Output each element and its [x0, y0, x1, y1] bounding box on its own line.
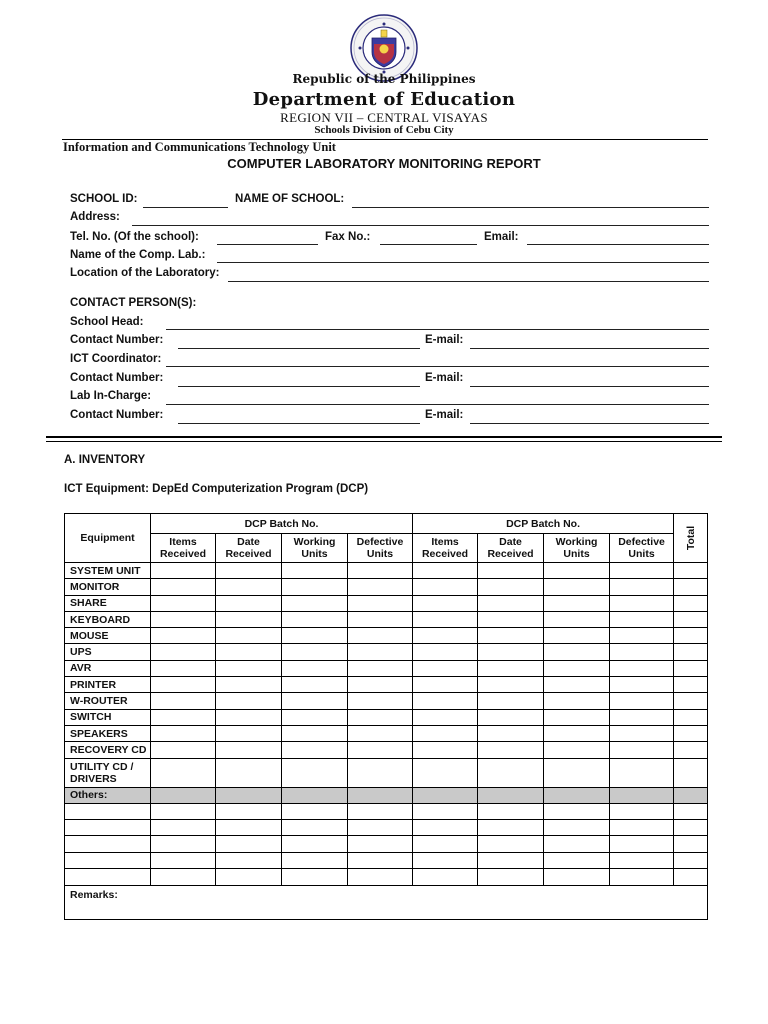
entry-cell[interactable]: [544, 758, 610, 787]
entry-cell[interactable]: [151, 677, 216, 693]
location-field[interactable]: [228, 281, 709, 282]
entry-cell[interactable]: [413, 852, 478, 868]
entry-cell[interactable]: [478, 803, 544, 819]
dcp-batch-header-2: DCP Batch No.: [413, 514, 674, 534]
entry-cell[interactable]: [478, 677, 544, 693]
table-row: [65, 725, 708, 741]
entry-cell[interactable]: [348, 787, 413, 803]
entry-cell[interactable]: [348, 742, 413, 758]
equipment-name: SWITCH: [65, 709, 151, 725]
equipment-name: AVR: [65, 660, 151, 676]
entry-cell[interactable]: [413, 758, 478, 787]
entry-cell[interactable]: [674, 579, 708, 595]
entry-cell[interactable]: [610, 693, 674, 709]
equipment-name: KEYBOARD: [65, 611, 151, 627]
entry-cell[interactable]: [151, 725, 216, 741]
entry-cell[interactable]: [282, 579, 348, 595]
entry-cell[interactable]: [216, 709, 282, 725]
entry-cell[interactable]: [348, 693, 413, 709]
table-row: [65, 677, 708, 693]
equipment-header: Equipment: [65, 514, 151, 563]
entry-cell[interactable]: [478, 758, 544, 787]
entry-cell[interactable]: [348, 563, 413, 579]
entry-cell[interactable]: [282, 725, 348, 741]
entry-cell[interactable]: [674, 611, 708, 627]
entry-cell[interactable]: [544, 725, 610, 741]
total-header: Total: [674, 514, 708, 563]
table-row: [65, 563, 708, 579]
entry-cell[interactable]: [151, 709, 216, 725]
comp-lab-field[interactable]: [217, 262, 709, 263]
equipment-name: RECOVERY CD: [65, 742, 151, 758]
table-row: [65, 595, 708, 611]
contact-persons-label: CONTACT PERSON(S):: [70, 297, 197, 309]
fax-field[interactable]: [380, 244, 477, 245]
contact-number-field-3[interactable]: [178, 423, 420, 424]
defective-units-header: Defective Units: [610, 534, 674, 563]
entry-cell[interactable]: [348, 852, 413, 868]
entry-cell[interactable]: [544, 709, 610, 725]
entry-cell[interactable]: [216, 595, 282, 611]
ict-coordinator-field[interactable]: [166, 366, 709, 367]
entry-cell[interactable]: [544, 836, 610, 852]
region-heading: REGION VII – CENTRAL VISAYAS: [280, 110, 488, 125]
fax-label: Fax No.:: [325, 231, 371, 243]
entry-cell[interactable]: [544, 611, 610, 627]
entry-cell[interactable]: [413, 693, 478, 709]
school-id-field[interactable]: [143, 207, 228, 208]
entry-cell[interactable]: [216, 660, 282, 676]
entry-cell[interactable]: [151, 693, 216, 709]
entry-cell[interactable]: [151, 852, 216, 868]
entry-cell[interactable]: [610, 819, 674, 835]
entry-cell[interactable]: [216, 803, 282, 819]
entry-cell[interactable]: [674, 595, 708, 611]
lab-in-charge-label: Lab In-Charge:: [70, 390, 152, 402]
entry-cell[interactable]: [610, 644, 674, 660]
inventory-subtitle: ICT Equipment: DepEd Computerization Program (DCP): [64, 483, 369, 495]
entry-cell[interactable]: [478, 628, 544, 644]
entry-cell[interactable]: [348, 725, 413, 741]
equipment-name: SHARE: [65, 595, 151, 611]
entry-cell[interactable]: [413, 787, 478, 803]
entry-cell[interactable]: [478, 819, 544, 835]
entry-cell[interactable]: [216, 579, 282, 595]
blank-row: [65, 836, 708, 852]
equipment-name: UPS: [65, 644, 151, 660]
entry-cell[interactable]: [544, 660, 610, 676]
entry-cell[interactable]: [151, 819, 216, 835]
entry-cell[interactable]: [610, 803, 674, 819]
entry-cell[interactable]: [282, 644, 348, 660]
entry-cell[interactable]: [544, 819, 610, 835]
remarks-label: Remarks:: [70, 888, 118, 901]
remarks-field[interactable]: [65, 885, 708, 919]
entry-cell[interactable]: [610, 660, 674, 676]
entry-cell[interactable]: [151, 595, 216, 611]
table-row: [65, 660, 708, 676]
comp-lab-label: Name of the Comp. Lab.:: [70, 249, 206, 261]
entry-cell[interactable]: [282, 693, 348, 709]
dcp-batch-header-1: DCP Batch No.: [151, 514, 413, 534]
entry-cell[interactable]: [216, 787, 282, 803]
entry-cell[interactable]: [544, 742, 610, 758]
entry-cell[interactable]: [282, 742, 348, 758]
entry-cell[interactable]: [282, 709, 348, 725]
entry-cell[interactable]: [413, 595, 478, 611]
division-heading: Schools Division of Cebu City: [314, 124, 454, 136]
entry-cell[interactable]: [65, 852, 151, 868]
school-id-label: SCHOOL ID:: [70, 193, 138, 205]
entry-cell[interactable]: [282, 836, 348, 852]
blank-row: [65, 869, 708, 885]
contact-number-label-2: Contact Number:: [70, 372, 164, 384]
entry-cell[interactable]: [478, 852, 544, 868]
entry-cell[interactable]: [282, 660, 348, 676]
contact-number-label-3: Contact Number:: [70, 409, 164, 421]
equipment-name: UTILITY CD / DRIVERS: [65, 758, 151, 787]
email-field[interactable]: [527, 244, 709, 245]
entry-cell[interactable]: [348, 644, 413, 660]
entry-cell[interactable]: [413, 725, 478, 741]
entry-cell[interactable]: [544, 595, 610, 611]
working-units-header: Working Units: [282, 534, 348, 563]
items-received-header: Items Received: [151, 534, 216, 563]
entry-cell[interactable]: [413, 869, 478, 885]
inventory-table: [64, 513, 708, 920]
entry-cell[interactable]: [216, 628, 282, 644]
entry-cell[interactable]: [413, 660, 478, 676]
entry-cell[interactable]: [610, 563, 674, 579]
entry-cell[interactable]: [610, 709, 674, 725]
entry-cell[interactable]: [544, 869, 610, 885]
entry-cell[interactable]: [674, 693, 708, 709]
entry-cell[interactable]: [478, 725, 544, 741]
entry-cell[interactable]: [216, 742, 282, 758]
email-field-2[interactable]: [470, 386, 709, 387]
blank-row: [65, 803, 708, 819]
entry-cell[interactable]: [216, 644, 282, 660]
entry-cell[interactable]: [478, 660, 544, 676]
entry-cell[interactable]: [151, 869, 216, 885]
entry-cell[interactable]: [478, 644, 544, 660]
entry-cell[interactable]: [413, 677, 478, 693]
entry-cell[interactable]: [610, 628, 674, 644]
entry-cell[interactable]: [413, 628, 478, 644]
school-name-label: NAME OF SCHOOL:: [235, 193, 345, 205]
entry-cell[interactable]: [478, 787, 544, 803]
entry-cell[interactable]: [151, 628, 216, 644]
entry-cell[interactable]: [151, 660, 216, 676]
table-row: [65, 742, 708, 758]
entry-cell[interactable]: [674, 709, 708, 725]
tel-label: Tel. No. (Of the school):: [70, 231, 199, 243]
entry-cell[interactable]: [65, 803, 151, 819]
entry-cell[interactable]: [151, 758, 216, 787]
contact-number-field-2[interactable]: [178, 386, 420, 387]
entry-cell[interactable]: [610, 787, 674, 803]
entry-cell[interactable]: [216, 693, 282, 709]
entry-cell[interactable]: [610, 758, 674, 787]
blank-row: [65, 819, 708, 835]
table-row: [65, 579, 708, 595]
republic-heading: Republic of the Philippines: [292, 72, 476, 86]
entry-cell[interactable]: [674, 836, 708, 852]
equipment-name: SPEAKERS: [65, 725, 151, 741]
equipment-name: MOUSE: [65, 628, 151, 644]
entry-cell[interactable]: [216, 758, 282, 787]
ict-coordinator-label: ICT Coordinator:: [70, 353, 162, 365]
others-row: [65, 787, 708, 803]
entry-cell[interactable]: [282, 611, 348, 627]
date-received-header: Date Received: [478, 534, 544, 563]
entry-cell[interactable]: [216, 819, 282, 835]
table-row: [65, 611, 708, 627]
lab-in-charge-field[interactable]: [166, 404, 709, 405]
entry-cell[interactable]: [216, 563, 282, 579]
entry-cell[interactable]: [282, 563, 348, 579]
entry-cell[interactable]: [544, 579, 610, 595]
equipment-name: MONITOR: [65, 579, 151, 595]
entry-cell[interactable]: [413, 709, 478, 725]
entry-cell[interactable]: [413, 742, 478, 758]
entry-cell[interactable]: [413, 836, 478, 852]
defective-units-header: Defective Units: [348, 534, 413, 563]
entry-cell[interactable]: [216, 725, 282, 741]
entry-cell[interactable]: [413, 611, 478, 627]
entry-cell[interactable]: [478, 595, 544, 611]
entry-cell[interactable]: [544, 644, 610, 660]
location-label: Location of the Laboratory:: [70, 267, 220, 279]
entry-cell[interactable]: [478, 836, 544, 852]
entry-cell[interactable]: [610, 742, 674, 758]
table-row: [65, 709, 708, 725]
entry-cell[interactable]: [413, 579, 478, 595]
items-received-header: Items Received: [413, 534, 478, 563]
email-label: Email:: [484, 231, 519, 243]
entry-cell[interactable]: [151, 803, 216, 819]
address-label: Address:: [70, 211, 120, 223]
entry-cell[interactable]: [348, 709, 413, 725]
contact-number-field-1[interactable]: [178, 348, 420, 349]
entry-cell[interactable]: [151, 742, 216, 758]
entry-cell[interactable]: [413, 644, 478, 660]
entry-cell[interactable]: [282, 869, 348, 885]
table-row: [65, 693, 708, 709]
entry-cell[interactable]: [674, 758, 708, 787]
entry-cell[interactable]: [348, 579, 413, 595]
school-head-field[interactable]: [166, 329, 709, 330]
school-name-field[interactable]: [352, 207, 709, 208]
entry-cell[interactable]: [282, 852, 348, 868]
entry-cell[interactable]: [610, 725, 674, 741]
entry-cell[interactable]: [544, 693, 610, 709]
working-units-header: Working Units: [544, 534, 610, 563]
entry-cell[interactable]: [282, 595, 348, 611]
unit-heading: Information and Communications Technology Unit: [63, 140, 336, 154]
department-heading: Department of Education: [252, 89, 516, 110]
entry-cell[interactable]: [674, 725, 708, 741]
entry-cell[interactable]: [216, 869, 282, 885]
table-row: [65, 628, 708, 644]
remarks-row: [65, 885, 708, 919]
entry-cell[interactable]: [348, 611, 413, 627]
entry-cell[interactable]: [151, 563, 216, 579]
entry-cell[interactable]: [544, 852, 610, 868]
table-row: [65, 644, 708, 660]
entry-cell[interactable]: [610, 852, 674, 868]
address-field[interactable]: [132, 225, 709, 226]
entry-cell[interactable]: [674, 660, 708, 676]
email-field-1[interactable]: [470, 348, 709, 349]
entry-cell[interactable]: [544, 677, 610, 693]
others-label: Others:: [65, 787, 151, 803]
entry-cell[interactable]: [674, 563, 708, 579]
entry-cell[interactable]: [413, 563, 478, 579]
blank-row: [65, 852, 708, 868]
entry-cell[interactable]: [478, 742, 544, 758]
entry-cell[interactable]: [413, 819, 478, 835]
entry-cell[interactable]: [348, 836, 413, 852]
entry-cell[interactable]: [544, 787, 610, 803]
entry-cell[interactable]: [610, 677, 674, 693]
entry-cell[interactable]: [674, 628, 708, 644]
entry-cell[interactable]: [674, 869, 708, 885]
entry-cell[interactable]: [151, 611, 216, 627]
entry-cell[interactable]: [348, 819, 413, 835]
entry-cell[interactable]: [348, 595, 413, 611]
entry-cell[interactable]: [674, 787, 708, 803]
entry-cell[interactable]: [674, 852, 708, 868]
email-label-2: E-mail:: [425, 372, 464, 384]
entry-cell[interactable]: [65, 869, 151, 885]
entry-cell[interactable]: [282, 803, 348, 819]
entry-cell[interactable]: [348, 660, 413, 676]
entry-cell[interactable]: [610, 579, 674, 595]
section-divider-thick: [46, 436, 722, 438]
entry-cell[interactable]: [478, 579, 544, 595]
entry-cell[interactable]: [478, 693, 544, 709]
entry-cell[interactable]: [151, 644, 216, 660]
entry-cell[interactable]: [674, 677, 708, 693]
entry-cell[interactable]: [216, 852, 282, 868]
entry-cell[interactable]: [282, 758, 348, 787]
entry-cell[interactable]: [478, 563, 544, 579]
entry-cell[interactable]: [610, 611, 674, 627]
entry-cell[interactable]: [544, 563, 610, 579]
entry-cell[interactable]: [151, 836, 216, 852]
report-title: COMPUTER LABORATORY MONITORING REPORT: [227, 156, 541, 171]
entry-cell[interactable]: [478, 611, 544, 627]
email-label-3: E-mail:: [425, 409, 464, 421]
entry-cell[interactable]: [674, 819, 708, 835]
entry-cell[interactable]: [674, 803, 708, 819]
equipment-name: PRINTER: [65, 677, 151, 693]
entry-cell[interactable]: [348, 628, 413, 644]
email-field-3[interactable]: [470, 423, 709, 424]
entry-cell[interactable]: [610, 869, 674, 885]
equipment-name: SYSTEM UNIT: [65, 563, 151, 579]
entry-cell[interactable]: [216, 611, 282, 627]
entry-cell[interactable]: [348, 803, 413, 819]
entry-cell[interactable]: [282, 787, 348, 803]
entry-cell[interactable]: [216, 677, 282, 693]
entry-cell[interactable]: [151, 579, 216, 595]
entry-cell[interactable]: [544, 628, 610, 644]
table-row: [65, 758, 708, 787]
entry-cell[interactable]: [348, 869, 413, 885]
entry-cell[interactable]: [348, 677, 413, 693]
entry-cell[interactable]: [674, 644, 708, 660]
contact-number-label-1: Contact Number:: [70, 334, 164, 346]
tel-field[interactable]: [217, 244, 318, 245]
section-divider-thin: [46, 441, 722, 442]
email-label-1: E-mail:: [425, 334, 464, 346]
entry-cell[interactable]: [282, 677, 348, 693]
entry-cell[interactable]: [216, 836, 282, 852]
entry-cell[interactable]: [413, 803, 478, 819]
inventory-section-label: A. INVENTORY: [64, 454, 146, 466]
entry-cell[interactable]: [610, 595, 674, 611]
entry-cell[interactable]: [478, 709, 544, 725]
entry-cell[interactable]: [544, 803, 610, 819]
school-head-label: School Head:: [70, 316, 144, 328]
entry-cell[interactable]: [65, 819, 151, 835]
entry-cell[interactable]: [65, 836, 151, 852]
entry-cell[interactable]: [282, 819, 348, 835]
equipment-name: W-ROUTER: [65, 693, 151, 709]
entry-cell[interactable]: [282, 628, 348, 644]
entry-cell[interactable]: [348, 758, 413, 787]
entry-cell[interactable]: [478, 869, 544, 885]
entry-cell[interactable]: [610, 836, 674, 852]
entry-cell[interactable]: [151, 787, 216, 803]
entry-cell[interactable]: [674, 742, 708, 758]
date-received-header: Date Received: [216, 534, 282, 563]
